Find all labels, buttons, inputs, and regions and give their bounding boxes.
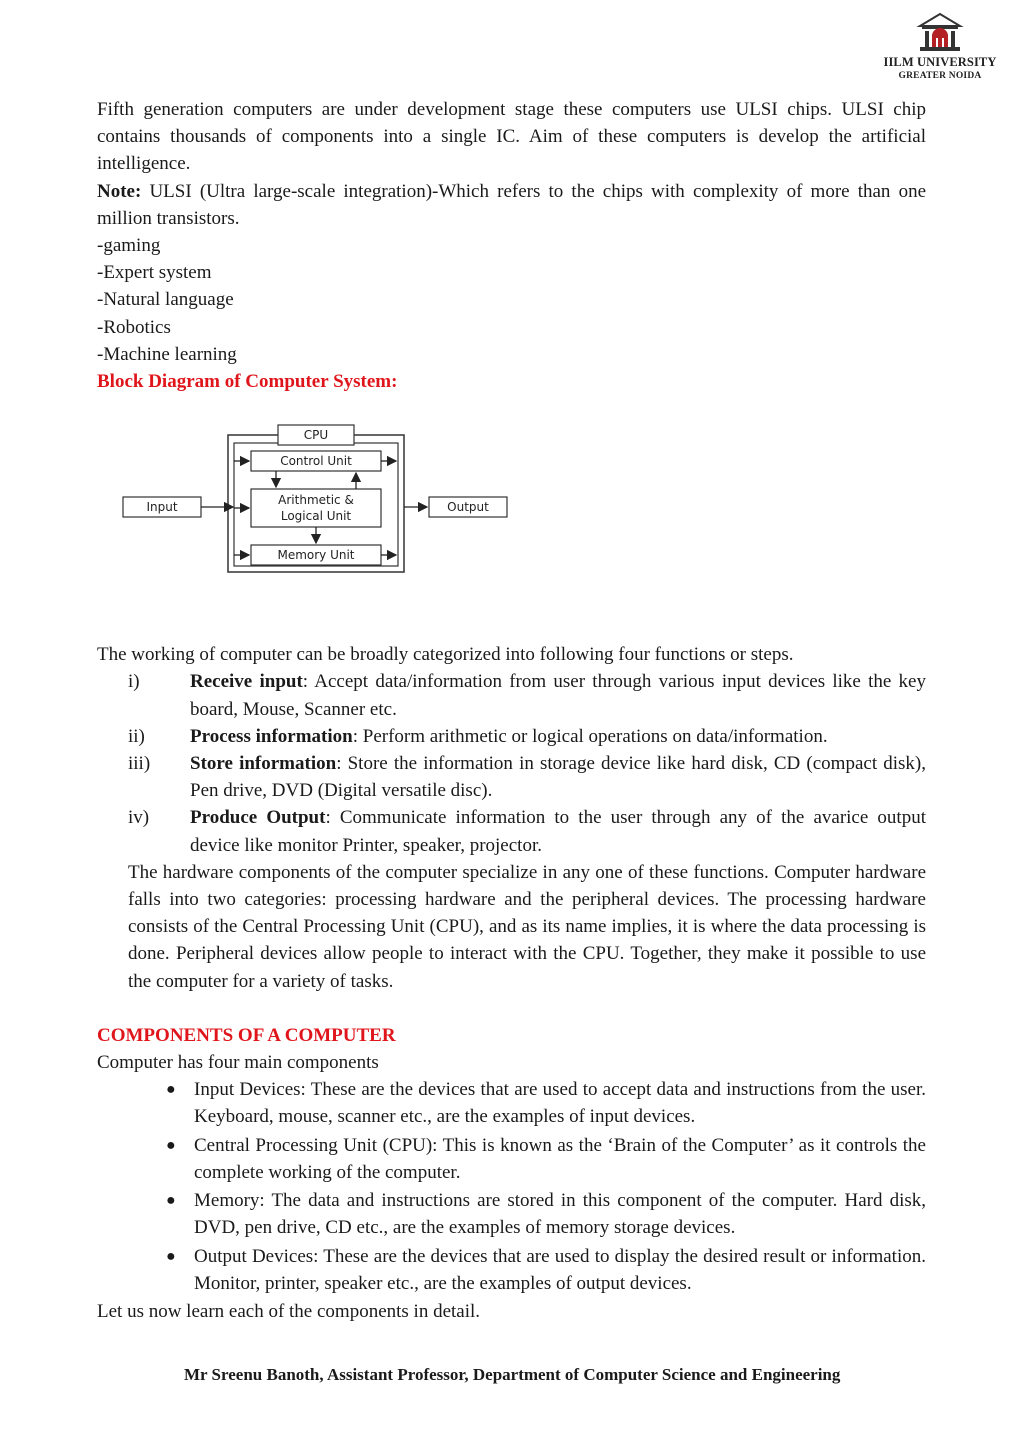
component-text: Central Processing Unit (CPU): This is known as the ‘Brain of the Computer’ as it controls the complete working of the computer. [194, 1134, 926, 1183]
step-number: i) [128, 671, 140, 693]
step-number: ii) [128, 725, 145, 747]
bullet-icon: ● [166, 1247, 176, 1265]
note-paragraph [97, 178, 926, 232]
output-label: Output [447, 500, 489, 515]
step-title: Process information [190, 725, 353, 747]
input-label: Input [146, 500, 178, 515]
university-building-icon [916, 12, 964, 54]
step-text: : Communicate information to the user through any of the avarice output device like monitor Printer, speaker, projector. [190, 807, 926, 856]
alu-label-line2: Logical Unit [280, 509, 352, 524]
step-title: Produce Output [190, 807, 326, 829]
components-intro: Computer has four main components [97, 1052, 379, 1074]
step-title: Store information [190, 753, 337, 775]
step-item [97, 668, 926, 722]
component-text: Memory: The data and instructions are stored in this component of the computer. Hard disk, DVD, pen drive, CD etc., are the examples of memory storage devices. [194, 1190, 926, 1239]
bullet-icon: ● [166, 1136, 176, 1154]
component-item [97, 1076, 926, 1130]
ai-list-item: -gaming [97, 235, 161, 257]
block-diagram-svg [121, 419, 541, 604]
control-unit-label: Control Unit [280, 454, 352, 469]
components-list [97, 1076, 926, 1297]
step-number: iii) [128, 753, 151, 775]
university-logo [880, 12, 1000, 92]
ai-list-item: -Robotics [97, 316, 171, 338]
step-number: iv) [128, 807, 150, 829]
page-footer: Mr Sreenu Banoth, Assistant Professor, Department of Computer Science and Engineering [184, 1365, 841, 1384]
bullet-icon: ● [166, 1081, 176, 1099]
bullet-icon: ● [166, 1192, 176, 1210]
component-item [97, 1187, 926, 1241]
step-text: : Perform arithmetic or logical operations on data/information. [352, 725, 828, 747]
working-intro: The working of computer can be broadly categorized into following four functions or steps. [97, 644, 794, 666]
step-item [97, 750, 926, 804]
note-label: Note: [97, 180, 142, 202]
document-body [97, 96, 926, 1325]
cpu-label: CPU [303, 428, 329, 443]
hardware-paragraph: The hardware components of the computer specialize in any one of these functions. Computer hardware falls into two categories: processing hardware and the peripheral devices. The processing hardware consists of the Central Processing Unit (CPU), and as its name implies, it is where the data processing is done. Peripheral devices allow people to interact with the CPU. Together, they make it possible to use the computer for a variety of tasks. [128, 861, 926, 992]
logo-university-name: IILM UNIVERSITY [883, 55, 997, 69]
ai-list-item: -Natural language [97, 289, 234, 311]
closing-sentence: Let us now learn each of the components in detail. [97, 1300, 481, 1322]
step-text: : Accept data/information from user through various input devices like the key board, Mouse, Scanner etc. [190, 671, 926, 720]
step-item [97, 723, 926, 750]
intro-paragraph: Fifth generation computers are under development stage these computers use ULSI chips. ULSI chip contains thousands of components into a single IC. Aim of these computers is develop the artificial intelligence. [97, 99, 926, 175]
step-title: Receive input [190, 671, 303, 693]
component-text: Output Devices: These are the devices that are used to display the desired result or information. Monitor, printer, speaker etc., are the examples of output devices. [194, 1245, 926, 1294]
alu-label-line1: Arithmetic & [278, 493, 354, 508]
note-text: ULSI (Ultra large-scale integration)-Which refers to the chips with complexity of more than one million transistors. [97, 180, 926, 229]
ai-list-item: -Machine learning [97, 343, 237, 365]
components-heading: COMPONENTS OF A COMPUTER [97, 1024, 396, 1046]
component-item [97, 1243, 926, 1297]
step-item [97, 804, 926, 858]
logo-location: GREATER NOIDA [898, 71, 982, 81]
block-diagram [97, 395, 926, 641]
component-text: Input Devices: These are the devices that are used to accept data and instructions from the user. Keyboard, mouse, scanner etc., are the examples of input devices. [194, 1079, 926, 1128]
steps-list [97, 668, 926, 858]
component-item [97, 1132, 926, 1186]
ai-list-item: -Expert system [97, 262, 212, 284]
memory-unit-label: Memory Unit [277, 548, 355, 563]
block-diagram-heading: Block Diagram of Computer System: [97, 371, 398, 393]
spacer [97, 995, 926, 1022]
step-text: : Store the information in storage device like hard disk, CD (compact disk), Pen drive, DVD (Digital versatile disc). [190, 753, 927, 802]
